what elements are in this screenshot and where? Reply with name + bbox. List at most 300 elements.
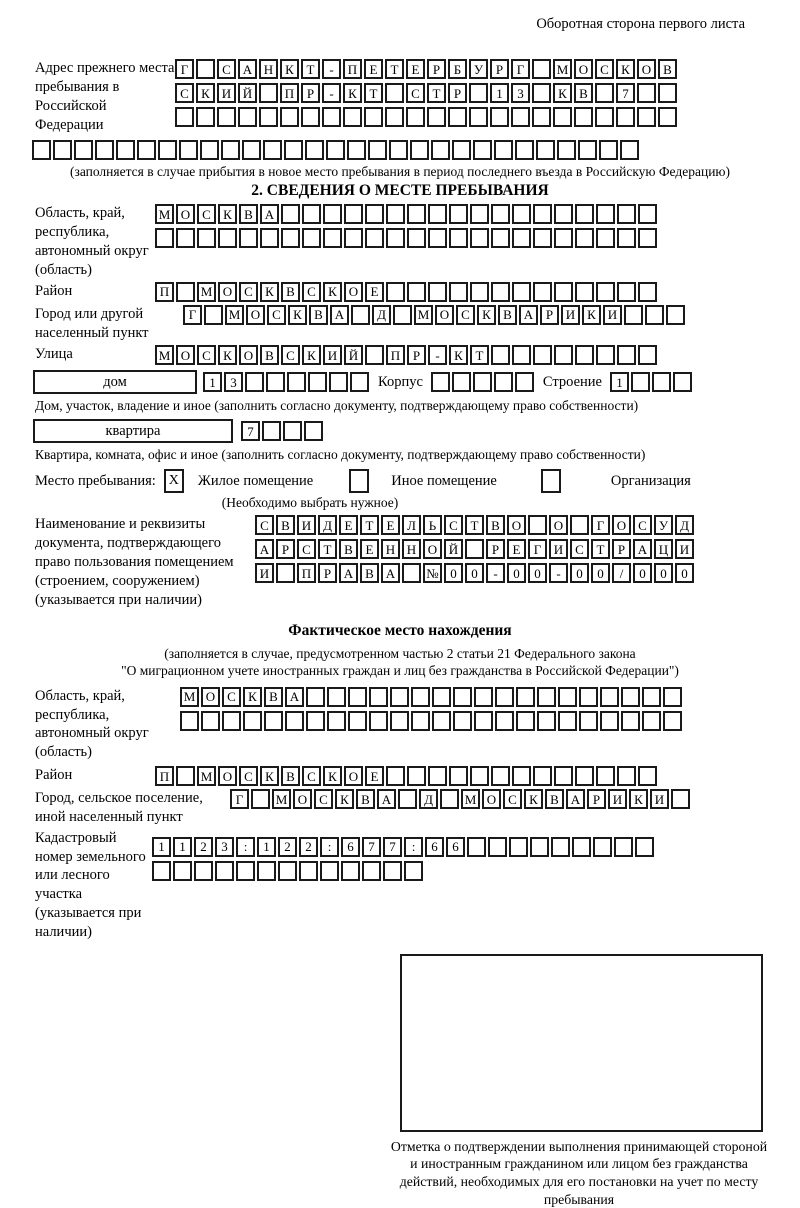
char-box[interactable]: - [486,563,505,583]
char-box[interactable] [532,59,551,79]
char-box[interactable] [595,83,614,103]
char-box[interactable]: К [288,305,307,325]
char-box[interactable]: Т [470,345,489,365]
char-box[interactable] [239,228,258,248]
char-box[interactable] [245,372,264,392]
char-box[interactable]: : [404,837,423,857]
char-box[interactable] [490,107,509,127]
char-box[interactable] [390,711,409,731]
char-box[interactable] [494,372,513,392]
char-box[interactable]: - [322,83,341,103]
char-box[interactable]: Р [540,305,559,325]
char-box[interactable] [532,107,551,127]
char-box[interactable]: А [377,789,396,809]
char-box[interactable]: С [297,539,316,559]
char-box[interactable]: О [246,305,265,325]
char-box[interactable]: В [339,539,358,559]
char-box[interactable] [221,140,240,160]
char-box[interactable] [624,305,643,325]
char-box[interactable] [176,282,195,302]
char-box[interactable] [406,107,425,127]
char-box[interactable]: В [260,345,279,365]
char-box[interactable] [574,107,593,127]
char-box[interactable]: Р [407,345,426,365]
char-box[interactable]: 0 [633,563,652,583]
char-box[interactable] [285,711,304,731]
char-box[interactable] [512,282,531,302]
char-box[interactable] [322,107,341,127]
char-box[interactable]: Р [276,539,295,559]
char-box[interactable] [495,687,514,707]
char-box[interactable]: К [218,345,237,365]
char-box[interactable] [385,107,404,127]
char-box[interactable]: О [344,282,363,302]
char-box[interactable] [365,345,384,365]
char-box[interactable]: С [197,345,216,365]
char-box[interactable] [453,687,472,707]
char-box[interactable]: О [507,515,526,535]
char-box[interactable] [368,140,387,160]
char-box[interactable]: 1 [203,372,222,392]
char-box[interactable] [600,687,619,707]
char-box[interactable] [516,711,535,731]
char-box[interactable]: О [612,515,631,535]
char-box[interactable] [617,228,636,248]
char-box[interactable]: Т [427,83,446,103]
char-box[interactable]: В [239,204,258,224]
char-box[interactable] [637,83,656,103]
char-box[interactable]: М [180,687,199,707]
char-box[interactable]: В [545,789,564,809]
char-box[interactable] [158,140,177,160]
char-box[interactable]: К [629,789,648,809]
char-box[interactable] [512,204,531,224]
char-box[interactable]: - [549,563,568,583]
char-box[interactable] [652,372,671,392]
char-box[interactable]: О [435,305,454,325]
char-box[interactable] [600,711,619,731]
char-box[interactable] [411,687,430,707]
char-box[interactable] [238,107,257,127]
char-box[interactable]: В [264,687,283,707]
char-box[interactable] [383,861,402,881]
char-box[interactable] [537,687,556,707]
char-box[interactable]: В [658,59,677,79]
char-box[interactable] [453,711,472,731]
char-box[interactable]: И [255,563,274,583]
char-box[interactable]: 0 [444,563,463,583]
char-box[interactable] [533,766,552,786]
char-box[interactable]: А [633,539,652,559]
char-box[interactable]: С [633,515,652,535]
char-box[interactable] [302,228,321,248]
char-box[interactable] [32,140,51,160]
char-box[interactable] [350,372,369,392]
char-box[interactable]: А [260,204,279,224]
char-box[interactable]: Н [381,539,400,559]
char-box[interactable]: 6 [446,837,465,857]
char-box[interactable] [428,228,447,248]
char-box[interactable]: : [320,837,339,857]
char-box[interactable]: С [444,515,463,535]
char-box[interactable] [621,711,640,731]
char-box[interactable]: С [456,305,475,325]
char-box[interactable]: К [323,282,342,302]
char-box[interactable]: С [503,789,522,809]
char-box[interactable]: Д [675,515,694,535]
char-box[interactable]: Е [365,282,384,302]
char-box[interactable] [470,282,489,302]
char-box[interactable]: Д [419,789,438,809]
other-premises-checkbox[interactable] [349,469,369,493]
char-box[interactable] [155,228,174,248]
char-box[interactable]: И [561,305,580,325]
char-box[interactable] [320,861,339,881]
char-box[interactable] [663,711,682,731]
char-box[interactable]: 2 [194,837,213,857]
char-box[interactable]: М [197,766,216,786]
char-box[interactable]: Т [364,83,383,103]
char-box[interactable] [299,861,318,881]
char-box[interactable] [222,711,241,731]
char-box[interactable] [351,305,370,325]
char-box[interactable] [575,228,594,248]
char-box[interactable]: К [323,766,342,786]
char-box[interactable] [553,107,572,127]
char-box[interactable]: В [486,515,505,535]
char-box[interactable]: П [280,83,299,103]
char-box[interactable]: Р [301,83,320,103]
char-box[interactable]: П [155,766,174,786]
char-box[interactable]: Б [448,59,467,79]
char-box[interactable]: С [302,282,321,302]
char-box[interactable] [308,372,327,392]
char-box[interactable] [645,305,664,325]
char-box[interactable]: К [218,204,237,224]
char-box[interactable] [557,140,576,160]
char-box[interactable] [473,372,492,392]
char-box[interactable]: Ц [654,539,673,559]
char-box[interactable] [369,711,388,731]
char-box[interactable] [638,766,657,786]
char-box[interactable] [491,766,510,786]
char-box[interactable]: 1 [257,837,276,857]
char-box[interactable] [176,228,195,248]
char-box[interactable]: : [236,837,255,857]
char-box[interactable] [326,140,345,160]
char-box[interactable] [411,711,430,731]
char-box[interactable] [533,204,552,224]
char-box[interactable] [575,282,594,302]
char-box[interactable]: А [330,305,349,325]
char-box[interactable]: 0 [528,563,547,583]
char-box[interactable]: К [477,305,496,325]
char-box[interactable]: Р [612,539,631,559]
char-box[interactable]: Т [591,539,610,559]
char-box[interactable]: Г [175,59,194,79]
char-box[interactable] [431,372,450,392]
char-box[interactable] [533,282,552,302]
char-box[interactable]: К [343,83,362,103]
char-box[interactable] [617,204,636,224]
char-box[interactable]: 0 [591,563,610,583]
char-box[interactable] [281,228,300,248]
char-box[interactable] [407,282,426,302]
char-box[interactable] [470,228,489,248]
char-box[interactable]: / [612,563,631,583]
char-box[interactable] [515,140,534,160]
char-box[interactable] [389,140,408,160]
char-box[interactable] [276,563,295,583]
char-box[interactable] [663,687,682,707]
char-box[interactable] [341,861,360,881]
char-box[interactable] [554,204,573,224]
char-box[interactable]: 1 [152,837,171,857]
char-box[interactable] [578,140,597,160]
char-box[interactable]: Д [318,515,337,535]
char-box[interactable]: Т [385,59,404,79]
char-box[interactable] [74,140,93,160]
char-box[interactable]: И [608,789,627,809]
char-box[interactable]: 3 [215,837,234,857]
char-box[interactable] [637,107,656,127]
char-box[interactable] [432,711,451,731]
char-box[interactable] [215,861,234,881]
char-box[interactable] [658,83,677,103]
char-box[interactable]: Й [238,83,257,103]
char-box[interactable] [469,83,488,103]
char-box[interactable]: 2 [278,837,297,857]
char-box[interactable]: О [549,515,568,535]
char-box[interactable]: В [356,789,375,809]
char-box[interactable] [236,861,255,881]
char-box[interactable]: У [654,515,673,535]
char-box[interactable] [323,228,342,248]
char-box[interactable]: - [428,345,447,365]
char-box[interactable] [469,107,488,127]
char-box[interactable] [217,107,236,127]
char-box[interactable] [533,228,552,248]
char-box[interactable] [304,421,323,441]
char-box[interactable]: С [222,687,241,707]
char-box[interactable]: П [386,345,405,365]
char-box[interactable] [511,107,530,127]
char-box[interactable] [53,140,72,160]
char-box[interactable]: А [238,59,257,79]
char-box[interactable]: М [414,305,433,325]
char-box[interactable]: С [239,766,258,786]
char-box[interactable]: Р [486,539,505,559]
char-box[interactable]: О [176,204,195,224]
char-box[interactable]: К [280,59,299,79]
char-box[interactable]: Г [528,539,547,559]
char-box[interactable] [327,711,346,731]
char-box[interactable] [491,228,510,248]
char-box[interactable]: М [155,345,174,365]
char-box[interactable] [465,539,484,559]
char-box[interactable]: Р [448,83,467,103]
char-box[interactable] [343,107,362,127]
char-box[interactable] [658,107,677,127]
char-box[interactable] [551,837,570,857]
char-box[interactable]: А [339,563,358,583]
char-box[interactable] [638,282,657,302]
char-box[interactable] [532,83,551,103]
char-box[interactable]: И [650,789,669,809]
char-box[interactable] [402,563,421,583]
char-box[interactable]: Д [372,305,391,325]
char-box[interactable] [137,140,156,160]
char-box[interactable] [180,711,199,731]
char-box[interactable]: Р [490,59,509,79]
char-box[interactable] [369,687,388,707]
char-box[interactable] [474,687,493,707]
char-box[interactable]: В [276,515,295,535]
char-box[interactable] [440,789,459,809]
char-box[interactable] [635,837,654,857]
char-box[interactable] [385,83,404,103]
char-box[interactable] [575,766,594,786]
char-box[interactable] [242,140,261,160]
char-box[interactable] [554,282,573,302]
char-box[interactable]: В [360,563,379,583]
char-box[interactable]: М [553,59,572,79]
char-box[interactable] [152,861,171,881]
char-box[interactable] [365,228,384,248]
char-box[interactable]: О [176,345,195,365]
char-box[interactable]: Т [301,59,320,79]
char-box[interactable]: К [196,83,215,103]
char-box[interactable] [116,140,135,160]
char-box[interactable] [390,687,409,707]
char-box[interactable]: Й [344,345,363,365]
char-box[interactable] [287,372,306,392]
char-box[interactable]: У [469,59,488,79]
char-box[interactable]: 0 [654,563,673,583]
char-box[interactable]: 6 [341,837,360,857]
char-box[interactable] [596,204,615,224]
char-box[interactable] [407,204,426,224]
char-box[interactable]: К [260,282,279,302]
char-box[interactable]: С [267,305,286,325]
char-box[interactable]: 2 [299,837,318,857]
char-box[interactable] [638,228,657,248]
char-box[interactable] [533,345,552,365]
char-box[interactable] [260,228,279,248]
char-box[interactable]: К [616,59,635,79]
char-box[interactable]: К [553,83,572,103]
char-box[interactable] [386,204,405,224]
char-box[interactable] [329,372,348,392]
char-box[interactable]: П [155,282,174,302]
char-box[interactable] [474,711,493,731]
char-box[interactable] [278,861,297,881]
char-box[interactable]: О [637,59,656,79]
char-box[interactable]: Е [365,766,384,786]
char-box[interactable]: А [566,789,585,809]
char-box[interactable] [452,140,471,160]
char-box[interactable]: И [297,515,316,535]
char-box[interactable] [323,204,342,224]
char-box[interactable] [599,140,618,160]
char-box[interactable]: 1 [173,837,192,857]
char-box[interactable]: Т [318,539,337,559]
char-box[interactable]: Г [511,59,530,79]
char-box[interactable]: Т [360,515,379,535]
char-box[interactable]: В [574,83,593,103]
char-box[interactable]: С [197,204,216,224]
char-box[interactable]: 3 [224,372,243,392]
char-box[interactable]: О [574,59,593,79]
char-box[interactable]: И [675,539,694,559]
char-box[interactable] [432,687,451,707]
char-box[interactable] [671,789,690,809]
char-box[interactable]: С [217,59,236,79]
char-box[interactable] [449,766,468,786]
char-box[interactable]: О [239,345,258,365]
char-box[interactable]: 0 [675,563,694,583]
char-box[interactable]: К [524,789,543,809]
char-box[interactable] [386,228,405,248]
char-box[interactable]: О [201,687,220,707]
char-box[interactable] [617,766,636,786]
char-box[interactable]: Т [465,515,484,535]
char-box[interactable]: О [423,539,442,559]
char-box[interactable]: П [343,59,362,79]
char-box[interactable] [470,766,489,786]
char-box[interactable]: С [175,83,194,103]
char-box[interactable]: К [243,687,262,707]
char-box[interactable] [536,140,555,160]
char-box[interactable] [427,107,446,127]
char-box[interactable]: Ь [423,515,442,535]
char-box[interactable] [364,107,383,127]
char-box[interactable] [428,204,447,224]
char-box[interactable]: О [293,789,312,809]
char-box[interactable] [365,204,384,224]
char-box[interactable] [302,204,321,224]
char-box[interactable]: 1 [610,372,629,392]
char-box[interactable] [642,711,661,731]
char-box[interactable] [201,711,220,731]
char-box[interactable] [305,140,324,160]
char-box[interactable] [516,687,535,707]
char-box[interactable]: В [281,766,300,786]
char-box[interactable]: Н [402,539,421,559]
residential-checkbox[interactable]: X [164,469,184,493]
char-box[interactable] [452,372,471,392]
char-box[interactable]: К [335,789,354,809]
char-box[interactable]: К [449,345,468,365]
char-box[interactable] [431,140,450,160]
char-box[interactable]: В [498,305,517,325]
char-box[interactable] [558,711,577,731]
char-box[interactable] [596,282,615,302]
char-box[interactable] [179,140,198,160]
char-box[interactable] [398,789,417,809]
char-box[interactable] [362,861,381,881]
char-box[interactable] [306,711,325,731]
char-box[interactable] [218,228,237,248]
char-box[interactable] [621,687,640,707]
char-box[interactable] [575,204,594,224]
char-box[interactable] [642,687,661,707]
char-box[interactable] [204,305,223,325]
char-box[interactable]: Й [444,539,463,559]
char-box[interactable] [673,372,692,392]
char-box[interactable] [95,140,114,160]
char-box[interactable] [306,687,325,707]
